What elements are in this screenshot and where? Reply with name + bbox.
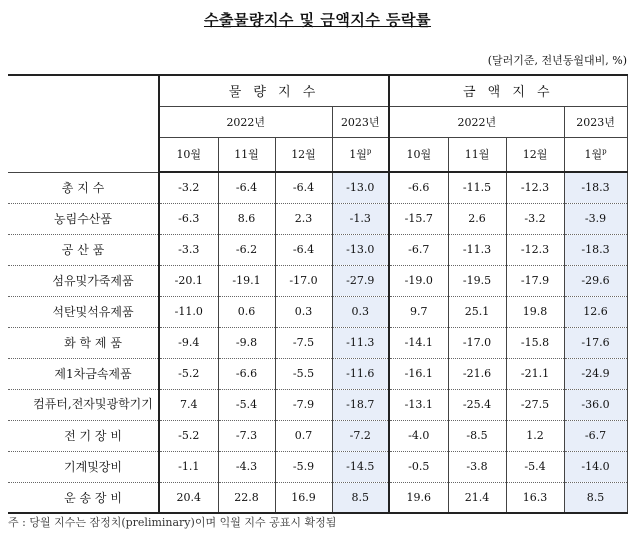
unit-note: (달러기준, 전년동월대비, %) [487, 54, 627, 67]
quantity-cell: -7.2 [332, 420, 389, 451]
value-cell: -6.7 [389, 234, 448, 265]
quantity-cell: -1.1 [159, 451, 218, 482]
table-row [8, 420, 627, 451]
table-row [8, 172, 627, 203]
quantity-cell: 0.3 [275, 296, 332, 327]
quantity-cell: 8.5 [332, 482, 389, 513]
row-label: 화 학 제 품 [8, 327, 159, 358]
quantity-cell: -6.6 [218, 358, 275, 389]
quantity-cell: -6.3 [159, 203, 218, 234]
table-title: 수출물량지수 및 금액지수 등락률 [203, 11, 432, 29]
value-cell: -14.0 [564, 451, 627, 482]
quantity-cell: -5.2 [159, 358, 218, 389]
quantity-cell: -27.9 [332, 265, 389, 296]
value-cell: -17.9 [506, 265, 564, 296]
quantity-cell: -5.9 [275, 451, 332, 482]
value-cell: 19.8 [506, 296, 564, 327]
quantity-cell: -11.0 [159, 296, 218, 327]
v-month-dec: 12월 [506, 137, 564, 172]
table-row [8, 389, 627, 420]
quantity-year-2023: 2023년 [332, 106, 389, 137]
quantity-cell: -4.3 [218, 451, 275, 482]
value-cell: -4.0 [389, 420, 448, 451]
value-cell: 25.1 [448, 296, 506, 327]
value-cell: -17.6 [564, 327, 627, 358]
quantity-cell: -3.3 [159, 234, 218, 265]
quantity-cell: 7.4 [159, 389, 218, 420]
quantity-cell: -20.1 [159, 265, 218, 296]
table-row [8, 358, 627, 389]
value-cell: -11.3 [448, 234, 506, 265]
row-label: 석탄및석유제품 [8, 296, 159, 327]
quantity-cell: -9.4 [159, 327, 218, 358]
quantity-cell: 22.8 [218, 482, 275, 513]
value-cell: 12.6 [564, 296, 627, 327]
value-cell: -0.5 [389, 451, 448, 482]
value-cell: -18.3 [564, 234, 627, 265]
quantity-cell: -13.0 [332, 234, 389, 265]
row-label: 전 기 장 비 [8, 420, 159, 451]
value-cell: 2.6 [448, 203, 506, 234]
value-cell: 9.7 [389, 296, 448, 327]
value-cell: -27.5 [506, 389, 564, 420]
value-cell: -12.3 [506, 172, 564, 203]
stats-table [8, 74, 628, 514]
value-cell: -19.5 [448, 265, 506, 296]
value-cell: -3.8 [448, 451, 506, 482]
quantity-year-2022: 2022년 [159, 106, 332, 137]
value-cell: -12.3 [506, 234, 564, 265]
value-index-header: 금 액 지 수 [389, 75, 627, 106]
quantity-cell: -7.3 [218, 420, 275, 451]
value-year-2023: 2023년 [564, 106, 627, 137]
row-label: 공 산 품 [8, 234, 159, 265]
value-cell: -16.1 [389, 358, 448, 389]
value-cell: -8.5 [448, 420, 506, 451]
quantity-cell: 20.4 [159, 482, 218, 513]
value-cell: -19.0 [389, 265, 448, 296]
table-row [8, 451, 627, 482]
v-month-nov: 11월 [448, 137, 506, 172]
value-cell: -6.6 [389, 172, 448, 203]
table-row [8, 327, 627, 358]
quantity-cell: -9.8 [218, 327, 275, 358]
value-cell: -15.8 [506, 327, 564, 358]
table-row [8, 296, 627, 327]
q-month-nov: 11월 [218, 137, 275, 172]
q-month-dec: 12월 [275, 137, 332, 172]
quantity-cell: -5.5 [275, 358, 332, 389]
table-row [8, 234, 627, 265]
row-label: 섬유및가죽제품 [8, 265, 159, 296]
value-cell: -36.0 [564, 389, 627, 420]
quantity-cell: 2.3 [275, 203, 332, 234]
value-cell: -5.4 [506, 451, 564, 482]
corner-cell [8, 75, 159, 172]
quantity-cell: -7.5 [275, 327, 332, 358]
value-cell: -21.1 [506, 358, 564, 389]
table-row [8, 203, 627, 234]
value-cell: -14.1 [389, 327, 448, 358]
quantity-cell: -3.2 [159, 172, 218, 203]
quantity-cell: -6.4 [275, 172, 332, 203]
quantity-cell: -6.4 [218, 172, 275, 203]
q-month-oct: 10월 [159, 137, 218, 172]
quantity-cell: -18.7 [332, 389, 389, 420]
value-cell: -11.5 [448, 172, 506, 203]
quantity-cell: -1.3 [332, 203, 389, 234]
value-cell: -3.2 [506, 203, 564, 234]
row-label: 제1차금속제품 [8, 358, 159, 389]
row-label: 농림수산품 [8, 203, 159, 234]
quantity-cell: -6.4 [275, 234, 332, 265]
quantity-cell: -5.2 [159, 420, 218, 451]
quantity-cell: -19.1 [218, 265, 275, 296]
quantity-cell: 8.6 [218, 203, 275, 234]
quantity-cell: 0.7 [275, 420, 332, 451]
v-month-oct: 10월 [389, 137, 448, 172]
value-cell: -17.0 [448, 327, 506, 358]
value-cell: -25.4 [448, 389, 506, 420]
row-label: 컴퓨터,전자및광학기기 [8, 389, 159, 420]
quantity-cell: -14.5 [332, 451, 389, 482]
table-row [8, 265, 627, 296]
value-cell: -6.7 [564, 420, 627, 451]
v-month-jan: 1월$^p$ [564, 137, 627, 172]
row-label: 총 지 수 [8, 172, 159, 203]
value-cell: 8.5 [564, 482, 627, 513]
quantity-cell: -11.6 [332, 358, 389, 389]
quantity-cell: -6.2 [218, 234, 275, 265]
value-cell: -18.3 [564, 172, 627, 203]
footnote: 주 : 당월 지수는 잠정치(preliminary)이며 익월 지수 공표시 확정됨 [8, 516, 337, 529]
quantity-cell: -7.9 [275, 389, 332, 420]
quantity-cell: -17.0 [275, 265, 332, 296]
value-cell: -29.6 [564, 265, 627, 296]
quantity-cell: 0.3 [332, 296, 389, 327]
value-cell: -3.9 [564, 203, 627, 234]
table-row [8, 482, 627, 513]
quantity-cell: -11.3 [332, 327, 389, 358]
quantity-index-header: 물 량 지 수 [159, 75, 389, 106]
quantity-cell: 16.9 [275, 482, 332, 513]
value-cell: 19.6 [389, 482, 448, 513]
value-cell: -15.7 [389, 203, 448, 234]
value-cell: -13.1 [389, 389, 448, 420]
quantity-cell: -13.0 [332, 172, 389, 203]
value-cell: -24.9 [564, 358, 627, 389]
value-cell: 16.3 [506, 482, 564, 513]
row-label: 운 송 장 비 [8, 482, 159, 513]
value-cell: 21.4 [448, 482, 506, 513]
value-year-2022: 2022년 [389, 106, 564, 137]
value-cell: 1.2 [506, 420, 564, 451]
quantity-cell: 0.6 [218, 296, 275, 327]
value-cell: -21.6 [448, 358, 506, 389]
row-label: 기계및장비 [8, 451, 159, 482]
q-month-jan: 1월$^p$ [332, 137, 389, 172]
quantity-cell: -5.4 [218, 389, 275, 420]
